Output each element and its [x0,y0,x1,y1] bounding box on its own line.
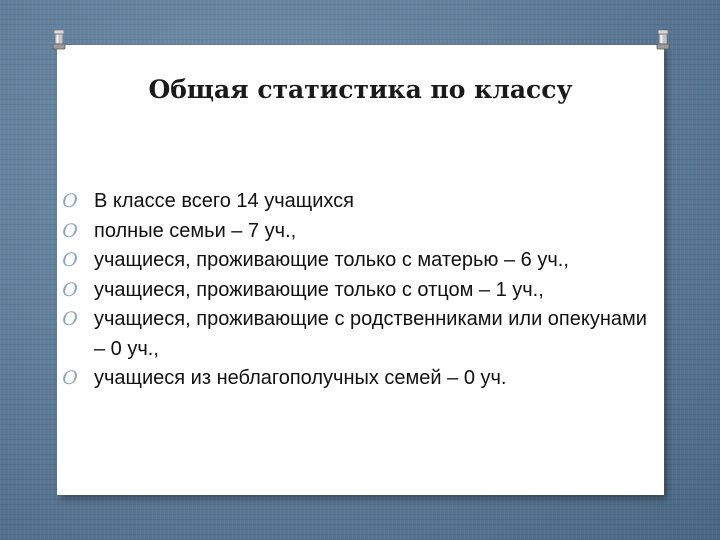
list-item-text: учащиеся, проживающие только с отцом – 1 уч., [94,278,544,301]
bullet-icon: O [62,308,78,330]
bullet-icon: O [62,190,78,212]
bullet-icon: O [62,249,78,271]
statistics-list [62,187,654,394]
list-item [62,305,654,364]
slide-title: Общая статистика по классу [148,75,573,104]
bullet-icon: O [62,219,78,242]
list-item-text: полные семьи – 7 уч., [94,219,297,242]
list-item-text: учащиеся, проживающие с родственниками или опекунами – 0 уч., [94,308,647,360]
list-item [62,364,654,394]
bullet-icon: O [62,278,78,301]
pin-icon [656,30,670,50]
pin-icon [52,30,66,50]
list-item-text: учащиеся, проживающие только с матерью – 6 уч., [94,249,569,271]
list-item [62,246,654,276]
list-item [62,187,654,217]
list-item-text: В классе всего 14 учащихся [94,190,354,212]
list-item-text: учащиеся из неблагополучных семей – 0 уч. [94,367,507,389]
list-item [62,217,654,247]
content-card [57,45,664,495]
bullet-icon: O [62,367,78,389]
list-item [62,276,654,306]
